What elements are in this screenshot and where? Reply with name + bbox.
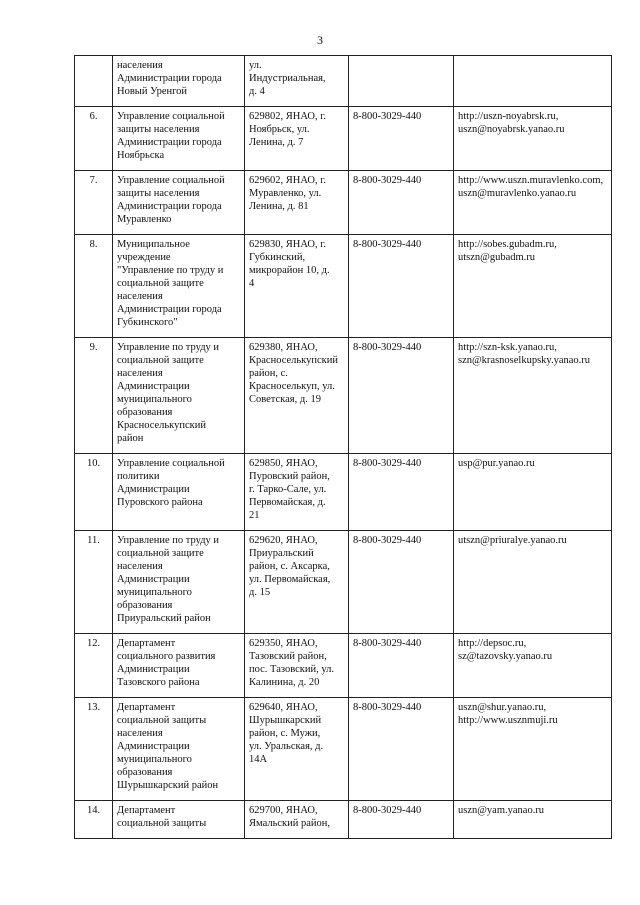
hotline-phone: 8-800-3029-440 [349,171,454,235]
website-email: usp@pur.yanao.ru [454,454,612,531]
hotline-phone: 8-800-3029-440 [349,107,454,171]
table-row [75,634,612,698]
social-services-table [74,55,612,839]
row-number [75,56,113,107]
organization-name: Управление по труду и социальной защите населения Администрации муниципального образования Приуральский район [113,531,245,634]
organization-address: 629830, ЯНАО, г. Губкинский, микрорайон 10, д. 4 [245,235,349,338]
row-number: 10. [75,454,113,531]
hotline-phone: 8-800-3029-440 [349,454,454,531]
organization-address: 629620, ЯНАО, Приуральский район, с. Аксарка, ул. Первомайская, д. 15 [245,531,349,634]
organization-address: 629350, ЯНАО, Тазовский район, пос. Тазовский, ул. Калинина, д. 20 [245,634,349,698]
organization-name: Управление социальной защиты населения Администрации города Муравленко [113,171,245,235]
organization-name: Департамент социального развития Администрации Тазовского района [113,634,245,698]
website-email: http://depsoc.ru, sz@tazovsky.yanao.ru [454,634,612,698]
organization-address: 629602, ЯНАО, г. Муравленко, ул. Ленина, д. 81 [245,171,349,235]
row-number: 12. [75,634,113,698]
table-row [75,698,612,801]
organization-address: 629850, ЯНАО, Пуровский район, г. Тарко-Сале, ул. Первомайская, д. 21 [245,454,349,531]
table-row [75,801,612,839]
row-number: 7. [75,171,113,235]
organization-name: Департамент социальной защиты населения Администрации муниципального образования Шурышкарский район [113,698,245,801]
hotline-phone [349,56,454,107]
organization-address: 629700, ЯНАО, Ямальский район, [245,801,349,839]
row-number: 13. [75,698,113,801]
page-number: 3 [317,33,323,47]
organization-name: Управление по труду и социальной защите населения Администрации муниципального образования Красноселькупский район [113,338,245,454]
row-number: 6. [75,107,113,171]
organization-name: Муниципальное учреждение "Управление по труду и социальной защите населения Администрации города Губкинского" [113,235,245,338]
table-row [75,531,612,634]
organization-name: Управление социальной защиты населения Администрации города Ноябрьска [113,107,245,171]
organization-name: Управление социальной политики Администрации Пуровского района [113,454,245,531]
row-number: 8. [75,235,113,338]
organization-address: 629380, ЯНАО, Красноселькупский район, с. Красноселькуп, ул. Советская, д. 19 [245,338,349,454]
website-email [454,56,612,107]
website-email: utszn@priuralye.yanao.ru [454,531,612,634]
organization-name: Департамент социальной защиты [113,801,245,839]
hotline-phone: 8-800-3029-440 [349,338,454,454]
website-email: http://sobes.gubadm.ru, utszn@gubadm.ru [454,235,612,338]
hotline-phone: 8-800-3029-440 [349,634,454,698]
table-row [75,56,612,107]
hotline-phone: 8-800-3029-440 [349,531,454,634]
organization-name: населения Администрации города Новый Уренгой [113,56,245,107]
table-row [75,235,612,338]
website-email: http://szn-ksk.yanao.ru, szn@krasnoselkupsky.yanao.ru [454,338,612,454]
row-number: 11. [75,531,113,634]
hotline-phone: 8-800-3029-440 [349,235,454,338]
website-email: uszn@shur.yanao.ru, http://www.usznmuji.ru [454,698,612,801]
website-email: uszn@yam.yanao.ru [454,801,612,839]
table-body [75,56,612,839]
table-row [75,171,612,235]
table-row [75,107,612,171]
table-row [75,338,612,454]
organization-address: ул. Индустриальная, д. 4 [245,56,349,107]
website-email: http://www.uszn.muravlenko.com, uszn@muravlenko.yanao.ru [454,171,612,235]
organization-address: 629802, ЯНАО, г. Ноябрьск, ул. Ленина, д. 7 [245,107,349,171]
row-number: 9. [75,338,113,454]
hotline-phone: 8-800-3029-440 [349,801,454,839]
table-row [75,454,612,531]
row-number: 14. [75,801,113,839]
organization-address: 629640, ЯНАО, Шурышкарский район, с. Мужи, ул. Уральская, д. 14А [245,698,349,801]
website-email: http://uszn-noyabrsk.ru, uszn@noyabrsk.yanao.ru [454,107,612,171]
hotline-phone: 8-800-3029-440 [349,698,454,801]
